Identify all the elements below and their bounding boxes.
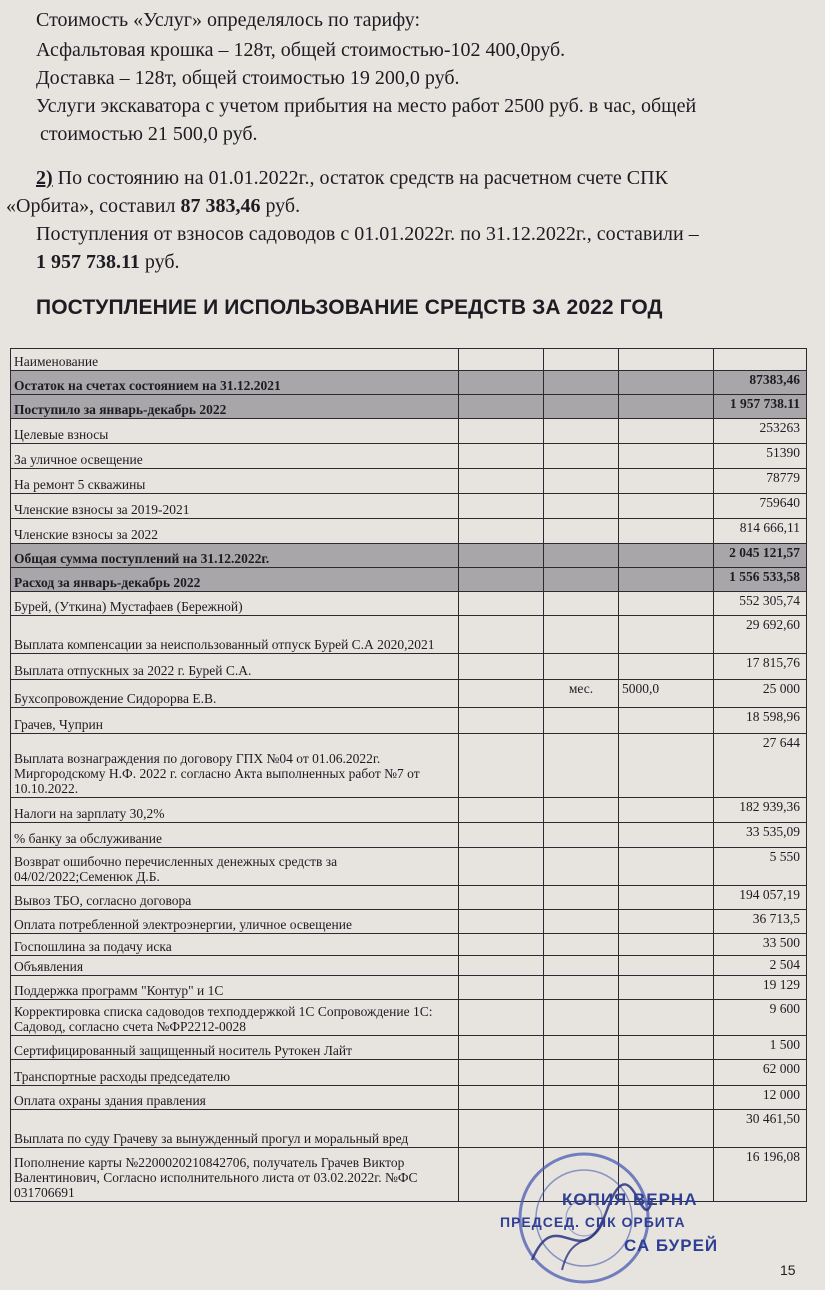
- receipts-amount: 1 957 738.11: [36, 251, 140, 273]
- row-rate-cell: [619, 519, 714, 544]
- row-unit-cell: [544, 1060, 619, 1086]
- row-unit-cell: [544, 494, 619, 519]
- row-unit-cell: [544, 519, 619, 544]
- table-row: [11, 592, 807, 616]
- row-unit-cell: [544, 349, 619, 371]
- row-rate-cell: [619, 956, 714, 976]
- row-value-cell: 27 644: [714, 734, 807, 798]
- row-value-cell: [714, 349, 807, 371]
- row-col2-cell: [459, 395, 544, 419]
- table-row: [11, 734, 807, 798]
- table-row: [11, 798, 807, 823]
- row-unit-cell: [544, 1036, 619, 1060]
- row-name-cell: Налоги на зарплату 30,2%: [11, 798, 459, 823]
- row-name-cell: Корректировка списка садоводов техподдержкой 1С Сопровождение 1С: Садовод, согласно счета №ФР2212-0028: [11, 1000, 459, 1036]
- row-rate-cell: [619, 886, 714, 910]
- row-col2-cell: [459, 494, 544, 519]
- row-value-cell: 1 556 533,58: [714, 568, 807, 592]
- row-name-cell: Выплата отпускных за 2022 г. Бурей С.А.: [11, 654, 459, 680]
- table-row: [11, 544, 807, 568]
- excavator-line: Услуги экскаватора с учетом прибытия на место работ 2500 руб. в час, общей: [36, 95, 697, 117]
- row-unit-cell: [544, 544, 619, 568]
- row-name-cell: Расход за январь-декабрь 2022: [11, 568, 459, 592]
- row-name-cell: Наименование: [11, 349, 459, 371]
- row-col2-cell: [459, 910, 544, 934]
- row-col2-cell: [459, 568, 544, 592]
- table-row: [11, 419, 807, 444]
- row-name-cell: Выплата компенсации за неиспользованный отпуск Бурей С.А 2020,2021: [11, 616, 459, 654]
- row-name-cell: Вывоз ТБО, согласно договора: [11, 886, 459, 910]
- tariff-intro-line: Стоимость «Услуг» определялось по тарифу:: [36, 9, 421, 31]
- row-rate-cell: [619, 568, 714, 592]
- row-col2-cell: [459, 798, 544, 823]
- row-name-cell: Остаток на счетах состоянием на 31.12.2021: [11, 371, 459, 395]
- stamp-chairman-line: ПРЕДСЕД. СПК ОРБИТА: [500, 1214, 686, 1230]
- table-row: [11, 1000, 807, 1036]
- row-unit-cell: [544, 798, 619, 823]
- row-col2-cell: [459, 469, 544, 494]
- table-row: [11, 519, 807, 544]
- row-name-cell: Грачев, Чуприн: [11, 708, 459, 734]
- row-rate-cell: [619, 395, 714, 419]
- balance-amount: 87 383,46: [180, 195, 261, 217]
- table-row: [11, 956, 807, 976]
- row-rate-cell: [619, 734, 714, 798]
- row-rate-cell: [619, 823, 714, 848]
- row-col2-cell: [459, 654, 544, 680]
- row-col2-cell: [459, 349, 544, 371]
- row-col2-cell: [459, 1000, 544, 1036]
- stamp-copy-line: КОПИЯ ВЕРНА: [562, 1190, 698, 1209]
- row-col2-cell: [459, 1086, 544, 1110]
- row-name-cell: Оплата охраны здания правления: [11, 1086, 459, 1110]
- table-row: [11, 568, 807, 592]
- row-name-cell: Пополнение карты №2200020210842706, получатель Грачев Виктор Валентинович, Согласно исполнительного листа от 03.02.2022г. №ФС 031706691: [11, 1148, 459, 1202]
- row-rate-cell: [619, 494, 714, 519]
- row-rate-cell: [619, 371, 714, 395]
- row-col2-cell: [459, 544, 544, 568]
- table-row: [11, 1086, 807, 1110]
- seal-icon: [512, 1140, 682, 1285]
- row-rate-cell: [619, 349, 714, 371]
- row-rate-cell: [619, 444, 714, 469]
- row-value-cell: 33 500: [714, 934, 807, 956]
- table-row: [11, 1060, 807, 1086]
- row-value-cell: 18 598,96: [714, 708, 807, 734]
- row-col2-cell: [459, 976, 544, 1000]
- row-name-cell: На ремонт 5 скважины: [11, 469, 459, 494]
- row-unit-cell: [544, 592, 619, 616]
- row-name-cell: За уличное освещение: [11, 444, 459, 469]
- table-row: [11, 848, 807, 886]
- row-value-cell: 759640: [714, 494, 807, 519]
- row-col2-cell: [459, 419, 544, 444]
- table-row: [11, 654, 807, 680]
- paragraph-2-line-4: [36, 250, 180, 274]
- row-rate-cell: [619, 592, 714, 616]
- row-unit-cell: мес.: [544, 680, 619, 708]
- row-unit-cell: [544, 1086, 619, 1110]
- row-name-cell: Госпошлина за подачу иска: [11, 934, 459, 956]
- row-name-cell: Выплата вознаграждения по договору ГПХ №04 от 01.06.2022г. Миргородскому Н.Ф. 2022 г. согласно Акта выполненных работ №7 от 10.10.2022.: [11, 734, 459, 798]
- row-unit-cell: [544, 469, 619, 494]
- row-value-cell: 552 305,74: [714, 592, 807, 616]
- row-value-cell: 9 600: [714, 1000, 807, 1036]
- table-row: [11, 823, 807, 848]
- row-rate-cell: [619, 419, 714, 444]
- row-rate-cell: [619, 654, 714, 680]
- row-name-cell: % банку за обслуживание: [11, 823, 459, 848]
- row-value-cell: 36 713,5: [714, 910, 807, 934]
- row-unit-cell: [544, 419, 619, 444]
- funds-table-body: [11, 349, 807, 1202]
- paragraph-2-text: По состоянию на 01.01.2022г., остаток средств на расчетном счете СПК: [57, 167, 668, 189]
- row-unit-cell: [544, 444, 619, 469]
- page-number: 15: [780, 1262, 796, 1278]
- row-unit-cell: [544, 654, 619, 680]
- table-row: [11, 1036, 807, 1060]
- row-col2-cell: [459, 934, 544, 956]
- row-col2-cell: [459, 444, 544, 469]
- row-name-cell: Объявления: [11, 956, 459, 976]
- row-name-cell: Членские взносы за 2022: [11, 519, 459, 544]
- row-col2-cell: [459, 886, 544, 910]
- row-value-cell: 5 550: [714, 848, 807, 886]
- row-rate-cell: [619, 910, 714, 934]
- row-value-cell: 194 057,19: [714, 886, 807, 910]
- row-value-cell: 814 666,11: [714, 519, 807, 544]
- row-name-cell: Сертифицированный защищенный носитель Рутокен Лайт: [11, 1036, 459, 1060]
- row-unit-cell: [544, 1000, 619, 1036]
- table-row: [11, 469, 807, 494]
- row-name-cell: Поддержка программ "Контур" и 1С: [11, 976, 459, 1000]
- balance-suffix: руб.: [260, 195, 301, 217]
- row-value-cell: 12 000: [714, 1086, 807, 1110]
- row-unit-cell: [544, 568, 619, 592]
- row-col2-cell: [459, 680, 544, 708]
- balance-prefix: «Орбита», составил: [6, 195, 181, 217]
- row-col2-cell: [459, 734, 544, 798]
- row-value-cell: 25 000: [714, 680, 807, 708]
- row-value-cell: 30 461,50: [714, 1110, 807, 1148]
- row-value-cell: 87383,46: [714, 371, 807, 395]
- row-value-cell: 17 815,76: [714, 654, 807, 680]
- row-col2-cell: [459, 1060, 544, 1086]
- row-unit-cell: [544, 734, 619, 798]
- paragraph-2-line-2: [6, 194, 300, 218]
- row-value-cell: 1 500: [714, 1036, 807, 1060]
- table-row: [11, 708, 807, 734]
- row-value-cell: 19 129: [714, 976, 807, 1000]
- row-value-cell: 182 939,36: [714, 798, 807, 823]
- row-rate-cell: [619, 1060, 714, 1086]
- row-rate-cell: [619, 1086, 714, 1110]
- row-name-cell: Возврат ошибочно перечисленных денежных средств за 04/02/2022;Семенюк Д.Б.: [11, 848, 459, 886]
- paragraph-2-line-1: [36, 166, 668, 190]
- row-col2-cell: [459, 848, 544, 886]
- row-rate-cell: [619, 544, 714, 568]
- row-rate-cell: [619, 469, 714, 494]
- stamp-name-line: СА БУРЕЙ: [624, 1236, 719, 1255]
- row-col2-cell: [459, 1036, 544, 1060]
- row-value-cell: 51390: [714, 444, 807, 469]
- row-unit-cell: [544, 823, 619, 848]
- row-col2-cell: [459, 371, 544, 395]
- row-name-cell: Бухсопровождение Сидорорва Е.В.: [11, 680, 459, 708]
- row-rate-cell: [619, 934, 714, 956]
- row-unit-cell: [544, 956, 619, 976]
- row-col2-cell: [459, 823, 544, 848]
- paragraph-2-line-3: Поступления от взносов садоводов с 01.01.2022г. по 31.12.2022г., составили –: [36, 223, 699, 245]
- row-value-cell: 16 196,08: [714, 1148, 807, 1202]
- row-name-cell: Общая сумма поступлений на 31.12.2022г.: [11, 544, 459, 568]
- row-value-cell: 29 692,60: [714, 616, 807, 654]
- table-row: [11, 1110, 807, 1148]
- row-unit-cell: [544, 395, 619, 419]
- table-row: [11, 371, 807, 395]
- row-unit-cell: [544, 934, 619, 956]
- row-col2-cell: [459, 592, 544, 616]
- table-row: [11, 680, 807, 708]
- table-row: [11, 395, 807, 419]
- row-rate-cell: [619, 616, 714, 654]
- row-unit-cell: [544, 616, 619, 654]
- row-col2-cell: [459, 956, 544, 976]
- row-value-cell: 253263: [714, 419, 807, 444]
- row-value-cell: 33 535,09: [714, 823, 807, 848]
- row-value-cell: 62 000: [714, 1060, 807, 1086]
- row-value-cell: 78779: [714, 469, 807, 494]
- row-unit-cell: [544, 976, 619, 1000]
- row-rate-cell: 5000,0: [619, 680, 714, 708]
- row-rate-cell: [619, 848, 714, 886]
- table-row: [11, 349, 807, 371]
- row-rate-cell: [619, 1036, 714, 1060]
- row-value-cell: 1 957 738.11: [714, 395, 807, 419]
- row-col2-cell: [459, 616, 544, 654]
- row-unit-cell: [544, 708, 619, 734]
- paragraph-number: 2): [36, 167, 53, 189]
- row-name-cell: Выплата по суду Грачеву за вынужденный прогул и моральный вред: [11, 1110, 459, 1148]
- row-unit-cell: [544, 910, 619, 934]
- table-row: [11, 934, 807, 956]
- row-rate-cell: [619, 708, 714, 734]
- row-col2-cell: [459, 519, 544, 544]
- row-rate-cell: [619, 976, 714, 1000]
- table-row: [11, 886, 807, 910]
- asphalt-line: Асфальтовая крошка – 128т, общей стоимостью-102 400,0руб.: [36, 39, 566, 61]
- row-rate-cell: [619, 1000, 714, 1036]
- table-row: [11, 444, 807, 469]
- row-rate-cell: [619, 798, 714, 823]
- row-value-cell: 2 045 121,57: [714, 544, 807, 568]
- row-unit-cell: [544, 886, 619, 910]
- table-row: [11, 910, 807, 934]
- delivery-line: Доставка – 128т, общей стоимостью 19 200,0 руб.: [36, 67, 460, 89]
- table-row: [11, 494, 807, 519]
- row-name-cell: Транспортные расходы председателю: [11, 1060, 459, 1086]
- row-name-cell: Поступило за январь-декабрь 2022: [11, 395, 459, 419]
- round-seal-stamp: [500, 1140, 719, 1285]
- table-row: [11, 616, 807, 654]
- funds-table: [10, 348, 807, 1202]
- row-unit-cell: [544, 848, 619, 886]
- report-heading: ПОСТУПЛЕНИЕ И ИСПОЛЬЗОВАНИЕ СРЕДСТВ ЗА 2022 ГОД: [36, 296, 663, 319]
- excavator-cost-line: стоимостью 21 500,0 руб.: [40, 123, 258, 145]
- row-name-cell: Бурей, (Уткина) Мустафаев (Бережной): [11, 592, 459, 616]
- receipts-suffix: руб.: [139, 251, 180, 273]
- row-name-cell: Членские взносы за 2019-2021: [11, 494, 459, 519]
- row-col2-cell: [459, 708, 544, 734]
- row-name-cell: Оплата потребленной электроэнергии, уличное освещение: [11, 910, 459, 934]
- row-value-cell: 2 504: [714, 956, 807, 976]
- table-row: [11, 976, 807, 1000]
- row-unit-cell: [544, 371, 619, 395]
- row-name-cell: Целевые взносы: [11, 419, 459, 444]
